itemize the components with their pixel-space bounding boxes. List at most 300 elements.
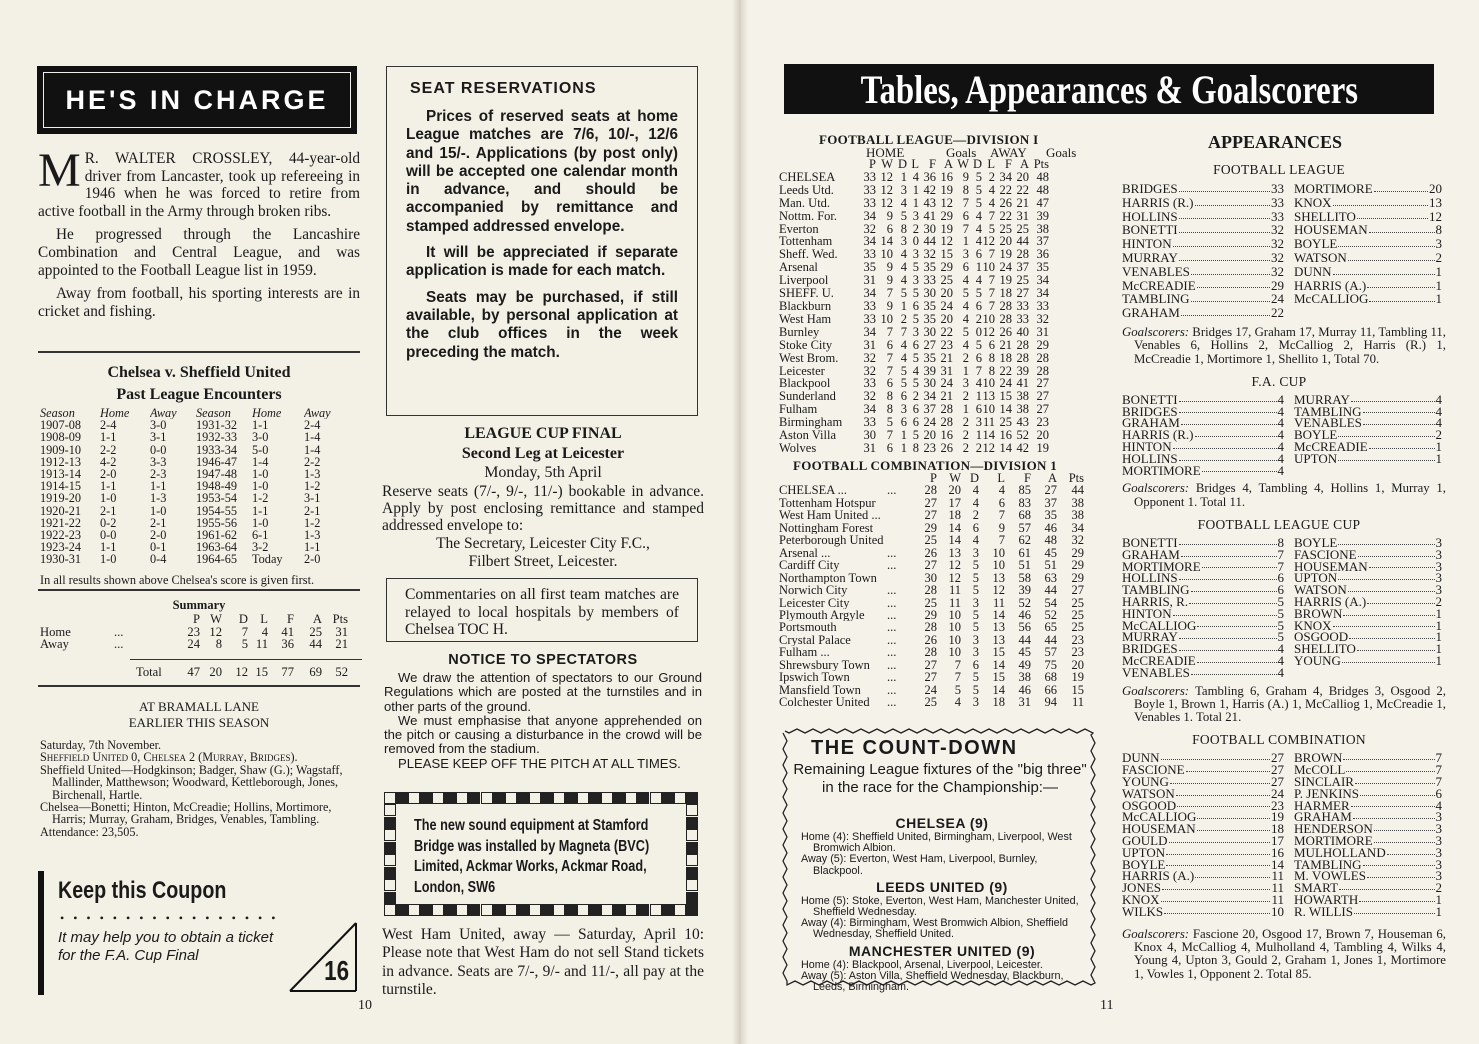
comb-cell: 25 [1071, 608, 1084, 622]
countdown-away: Away (5): Aston Villa, Sheffield Wednesday, Blackburn, Leeds, Birmingham. [801, 969, 1064, 994]
summary-cell: 12 [209, 625, 222, 639]
appearance-row [1294, 655, 1442, 667]
comb-dots: ... [887, 484, 897, 497]
comb-cell: 85 [1018, 484, 1031, 497]
past-cell: 1-4 [252, 455, 269, 469]
comb-dots: ... [887, 608, 897, 622]
past-cell: 1-4 [304, 443, 321, 456]
player-count: 3 [1435, 236, 1442, 252]
summary-header: L [260, 613, 268, 626]
div1-cell: 4 [975, 377, 982, 391]
comb-team: Northampton Town [779, 571, 877, 585]
comb-cell: 29 [924, 608, 937, 622]
div1-cell: 25 [1016, 222, 1029, 236]
div1-cell: 4 [988, 183, 995, 197]
appearance-row [1294, 450, 1442, 466]
goalscorers-text [1122, 685, 1446, 725]
border-block [396, 792, 408, 804]
appearance-row [1122, 462, 1284, 478]
seat-p1: Prices of reserved seats at home League matches are 7/6, 10/-, 12/6 and 15/-. Applications (by post only) will be accepted one calendar month in advance, and should be accompanied by remittance and stamped addressed envelope. [406, 108, 678, 235]
div1-cell: 9 [886, 274, 893, 288]
border-block [384, 829, 396, 841]
player-name: SMART [1294, 880, 1339, 896]
app-columns [1122, 537, 1446, 679]
notice-title: NOTICE TO SPECTATORS [448, 652, 638, 668]
app-col-right [1294, 391, 1442, 477]
past-cell: 1912-13 [40, 455, 81, 469]
div1-header: P [869, 158, 876, 171]
goalscorers-text [1122, 482, 1446, 509]
player-count: 27 [1271, 750, 1284, 766]
div1-cell: 2 [962, 351, 969, 365]
div1-cell: 9 [962, 170, 969, 184]
player-count: 23 [1271, 797, 1284, 813]
player-name: HARRIS (R.) [1122, 194, 1194, 210]
player-count: 1 [1435, 263, 1442, 279]
div1-row [779, 300, 1104, 313]
goalscorers-text [1122, 928, 1446, 981]
summary-table [40, 613, 362, 679]
div1-cell: 48 [1036, 183, 1049, 197]
div1-cell: 25 [999, 416, 1012, 430]
comb-cell: 29 [924, 521, 937, 535]
past-cell: 1-0 [252, 516, 269, 530]
div1-row [779, 339, 1104, 352]
keep-coupon[interactable] [38, 871, 356, 995]
div1-cell: 36 [1036, 248, 1049, 262]
player-count: 3 [1435, 833, 1442, 849]
player-count: 2 [1435, 249, 1442, 265]
player-name: MULHOLLAND [1294, 844, 1386, 860]
past-cell: 1933-34 [196, 443, 237, 456]
past-header-cell: Season [40, 407, 75, 420]
comb-cell: 68 [1044, 671, 1057, 684]
player-name: DUNN [1122, 750, 1160, 766]
comb-dots: ... [887, 671, 897, 684]
border-block [529, 792, 541, 804]
goalscorers-label: Goalscorers: [1122, 683, 1190, 698]
comb-cell: 15 [992, 671, 1005, 684]
player-name: HOUSEMAN [1122, 821, 1196, 837]
past-row [40, 529, 362, 541]
div1-cell: 28 [1016, 351, 1029, 365]
player-name: HOLLINS [1122, 450, 1178, 466]
past-cell: 1963-64 [196, 541, 237, 554]
past-cell: 1954-55 [196, 504, 237, 517]
div1-cell: 2 [975, 441, 982, 455]
div1-cell: 5 [988, 222, 995, 236]
app-col-right [1294, 182, 1442, 320]
cup-body: Reserve seats (7/-, 9/-, 11/-) bookable in advance. Apply by post enclosing remittance and stamped addressed envelope to: [382, 482, 704, 535]
comb-team: West Ham United ... [779, 509, 881, 522]
border-block [601, 792, 613, 804]
player-count: 4 [1277, 641, 1284, 657]
div1-cell: 5 [975, 196, 982, 210]
div1-cell: 48 [1036, 170, 1049, 184]
comb-cell: 57 [1018, 521, 1031, 535]
past-cell: 2-0 [304, 553, 321, 566]
comb-cell: 11 [1071, 696, 1084, 709]
player-name: McCREADIE [1294, 439, 1368, 455]
sound-equipment-ad [384, 792, 698, 916]
div1-cell: 28 [940, 416, 953, 430]
border-block [384, 879, 396, 891]
past-cell: 1-1 [100, 541, 117, 554]
div1-cell: 6 [962, 261, 969, 275]
player-count: 19 [1271, 809, 1284, 825]
player-name: HINTON [1122, 605, 1172, 621]
comb-cell: 3 [972, 596, 979, 609]
div1-cell: 10 [982, 403, 995, 417]
player-name: BONETTI [1122, 535, 1178, 551]
summary-cell: 44 [309, 638, 322, 651]
player-name: SHELLITO [1294, 208, 1356, 224]
border-block [384, 904, 396, 916]
player-name: DUNN [1294, 263, 1332, 279]
div1-cell: 28 [999, 312, 1012, 326]
past-row [40, 480, 362, 492]
border-block [613, 904, 625, 916]
player-name: KNOX [1294, 617, 1332, 633]
div1-cell: 6 [962, 209, 969, 223]
seat-title: SEAT RESERVATIONS [410, 80, 597, 97]
comb-team: Leicester City [779, 596, 850, 609]
past-cell: 4-2 [100, 455, 117, 469]
past-cell: 1948-49 [196, 480, 237, 493]
border-block [686, 817, 698, 829]
div1-cell: 7 [886, 325, 893, 339]
countdown-team-name: LEEDS UNITED (9) [876, 878, 1008, 895]
border-block [553, 792, 565, 804]
div1-cell: 30 [863, 429, 876, 442]
div1-cell: 4 [900, 196, 907, 210]
countdown-away: Away (4): Birmingham, West Bromwich Albion, Sheffield Wednesday, Sheffield United. [801, 917, 1069, 941]
div1-cell: 23 [1036, 416, 1049, 430]
comb-cell: 46 [1018, 608, 1031, 622]
div1-cell: 34 [923, 390, 936, 404]
comb-cell: 28 [924, 484, 937, 497]
seat-p2: It will be appreciated if separate application is made for each match. [406, 244, 678, 280]
comb-team: Fulham ... [779, 646, 830, 659]
app-col-right [1294, 752, 1442, 917]
player-count: 4 [1435, 403, 1442, 419]
div1-cell: 8 [900, 222, 907, 236]
div1-cell: 34 [1036, 274, 1049, 288]
comb-cell: 23 [1071, 633, 1084, 647]
div1-cell: 6 [886, 377, 893, 391]
player-count: 1 [1435, 617, 1442, 633]
division-one-table [779, 158, 1104, 455]
comb-row [779, 522, 1104, 534]
div1-row [779, 390, 1104, 403]
player-name: JONES [1122, 880, 1162, 896]
comb-cell: 28 [924, 584, 937, 597]
div1-cell: 7 [886, 351, 893, 365]
comb-header: W [949, 472, 961, 485]
div1-cell: 10 [880, 312, 893, 326]
border-block [493, 904, 505, 916]
border-block [674, 792, 686, 804]
comb-cell: 13 [948, 546, 961, 560]
div1-team: West Ham [779, 312, 832, 326]
div1-cell: 31 [1016, 209, 1029, 223]
comb-row [779, 597, 1104, 609]
summary-cell: 25 [309, 625, 322, 639]
comb-dots [887, 572, 909, 584]
div1-cell: 3 [962, 377, 969, 391]
div1-cell: 35 [923, 351, 936, 365]
player-name: BRIDGES [1122, 641, 1178, 657]
summary-total-cell: 47 [187, 666, 200, 679]
past-cell: 1920-21 [40, 504, 81, 517]
div1-cell: 33 [1036, 299, 1049, 313]
comb-cell: 5 [972, 671, 979, 684]
div1-cell: 19 [999, 248, 1012, 262]
div1-cell: 37 [923, 403, 936, 417]
notice-p1: We draw the attention of spectators to our Ground Regulations which are posted at the turnstiles and in other parts of the ground. [384, 670, 702, 714]
div1-cell: 12 [940, 235, 953, 249]
past-header-cell: Home [252, 407, 282, 420]
past-cell: 1-0 [100, 492, 117, 505]
div1-team: Arsenal [779, 261, 818, 275]
sheffield-lineup: Sheffield United—Hodgkinson; Badger, Shaw (G.); Wagstaff, Mallinder, Matthewson; Woodward, Kettleborough, Jones, Birchenall, Hartle. [40, 762, 343, 802]
div1-cell: 33 [863, 170, 876, 184]
app-section-title: FOOTBALL LEAGUE CUP [1197, 517, 1361, 533]
div1-cell: 12 [880, 170, 893, 184]
comb-cell: 14 [948, 534, 961, 547]
countdown-home: Home (5): Stoke, Everton, West Ham, Manchester United, Sheffield Wednesday. [801, 894, 1079, 919]
past-cell: 3-1 [304, 492, 321, 505]
past-cell: 1-1 [252, 504, 269, 517]
border-block [384, 892, 396, 904]
comb-cell: 6 [972, 658, 979, 672]
comb-cell: 51 [1018, 559, 1031, 572]
player-name: WATSON [1294, 582, 1347, 598]
summary-title: Summary [172, 598, 226, 612]
div1-cell: 43 [1016, 416, 1029, 430]
div1-team: Aston Villa [779, 429, 837, 442]
spine-gutter [732, 0, 748, 1044]
past-row [40, 468, 362, 480]
div1-cell: 28 [1016, 248, 1029, 262]
div1-header: D [897, 158, 907, 171]
div1-cell: 21 [940, 390, 953, 404]
div1-row [779, 261, 1104, 274]
div1-cell: 37 [1016, 261, 1029, 275]
div1-row [779, 365, 1104, 378]
border-block [662, 792, 674, 804]
player-name: HINTON [1122, 439, 1172, 455]
player-count: 3 [1435, 546, 1442, 562]
div1-cell: 18 [999, 351, 1012, 365]
player-name: UPTON [1122, 844, 1166, 860]
div1-cell: 31 [940, 364, 953, 378]
past-cell: 1907-08 [40, 419, 81, 432]
div1-cell: 4 [900, 261, 907, 275]
player-name: HINTON [1122, 236, 1172, 252]
div1-cell: 5 [912, 312, 919, 326]
player-count: 4 [1277, 391, 1284, 407]
summary-cell: 23 [187, 625, 200, 639]
div1-cell: 5 [975, 183, 982, 197]
summary-cell: 11 [255, 638, 268, 651]
div1-cell: 19 [940, 222, 953, 236]
comb-cell: 54 [1044, 596, 1057, 609]
div1-cell: 33 [863, 183, 876, 197]
commentaries-text: Commentaries on all first team matches are relayed to local hospitals by members of Chelsea TOC H. [405, 586, 679, 638]
goals-label: Goals [946, 145, 977, 160]
comb-cell: 25 [1071, 596, 1084, 609]
div1-cell: 20 [940, 287, 953, 300]
comb-dots: ... [887, 559, 897, 572]
past-row [40, 517, 362, 529]
comb-row [779, 484, 1104, 496]
comb-team: Crystal Palace [779, 633, 851, 647]
div1-cell: 37 [1036, 235, 1049, 249]
summary-header: F [286, 613, 294, 626]
past-cell: 1-0 [150, 504, 167, 517]
div1-cell: 5 [886, 416, 893, 430]
div1-cell: 39 [1016, 364, 1029, 378]
comb-cell: 31 [1018, 696, 1031, 709]
comb-cell: 13 [992, 571, 1005, 585]
div1-header: F [929, 158, 936, 171]
div1-cell: 33 [863, 299, 876, 313]
goalscorers-label: Goalscorers: [1122, 926, 1190, 941]
cup-date: Monday, 5th April [484, 464, 602, 481]
comb-dots: ... [887, 633, 897, 647]
div1-cell: 30 [923, 222, 936, 236]
div1-cell: 33 [863, 248, 876, 262]
player-count: 20 [1429, 181, 1442, 196]
comb-cell: 26 [924, 546, 937, 560]
past-cell: 3-0 [252, 431, 269, 444]
summary-total-cell: 52 [335, 666, 348, 679]
summary-cell: 4 [261, 625, 268, 639]
comb-cell: 27 [924, 496, 937, 510]
summary-total-cell: 20 [209, 666, 222, 679]
div1-cell: 12 [982, 235, 995, 249]
div1-team: Tottenham [779, 235, 833, 249]
div1-cell: 5 [962, 287, 969, 300]
past-cell: 1909-10 [40, 443, 81, 456]
div1-cell: 6 [975, 351, 982, 365]
comb-cell: 27 [1071, 584, 1084, 597]
div1-cell: 28 [940, 403, 953, 417]
div1-title: FOOTBALL LEAGUE—DIVISION I [819, 132, 1039, 147]
div1-cell: 42 [923, 183, 936, 197]
div1-cell: 5 [900, 287, 907, 300]
past-cell: 1-0 [100, 553, 117, 566]
player-name: MORTIMORE [1294, 833, 1373, 849]
div1-cell: 7 [975, 364, 982, 378]
border-block [529, 904, 541, 916]
comb-cell: 29 [1071, 546, 1084, 560]
comb-row [779, 572, 1104, 584]
app-col-left [1122, 391, 1284, 478]
comb-row [779, 646, 1104, 658]
countdown-away: Away (5): Everton, West Ham, Liverpool, Burnley, Blackpool. [801, 853, 1038, 877]
div1-cell: 42 [1016, 441, 1029, 455]
comb-cell: 24 [924, 683, 937, 697]
comb-cell: 12 [948, 571, 961, 585]
bramall-heading [38, 699, 360, 731]
border-block [444, 904, 456, 916]
div1-cell: 2 [975, 312, 982, 326]
count-down-box [781, 727, 1099, 994]
comb-cell: 15 [992, 646, 1005, 659]
border-block [432, 792, 444, 804]
div1-cell: 19 [940, 183, 953, 197]
div1-cell: 22 [1016, 183, 1029, 197]
border-block [637, 904, 649, 916]
div1-header: D [972, 158, 982, 171]
div1-cell: 22 [999, 183, 1012, 197]
border-block [686, 842, 698, 854]
div1-header-row [779, 158, 1104, 171]
comb-cell: 25 [924, 534, 937, 547]
div1-cell: 4 [912, 364, 919, 378]
comb-cell: 45 [1018, 646, 1031, 659]
comb-cell: 63 [1044, 571, 1057, 585]
comb-cell: 28 [924, 621, 937, 634]
div1-cell: 24 [923, 416, 936, 430]
player-name: GRAHAM [1122, 546, 1180, 562]
player-count: 8 [1435, 222, 1442, 238]
attendance: Attendance: 23,505. [40, 824, 139, 839]
appearance-row [1294, 223, 1442, 237]
comb-cell: 18 [992, 696, 1005, 709]
player-name: BOYLE [1122, 856, 1166, 872]
div1-cell: 1 [900, 170, 907, 184]
player-count: 4 [1435, 797, 1442, 813]
div1-cell: 1 [912, 196, 919, 210]
player-name: TAMBLING [1122, 582, 1190, 598]
summary-total-row [40, 666, 362, 679]
hes-in-charge-banner [37, 66, 357, 134]
div1-cell: 31 [863, 274, 876, 288]
border-block [384, 804, 396, 816]
border-block [468, 792, 480, 804]
comb-cell: 9 [998, 521, 1005, 535]
appearance-row [1294, 265, 1442, 279]
comb-cell: 44 [1044, 633, 1057, 647]
div1-cell: 34 [863, 287, 876, 300]
border-block [541, 904, 553, 916]
player-count: 32 [1271, 249, 1284, 265]
comb-dots: ... [887, 596, 897, 609]
countdown-home: Home (4): Blackpool, Arsenal, Liverpool, Leicester. [801, 958, 1043, 971]
div1-cell: 4 [975, 209, 982, 223]
comb-cell: 25 [924, 696, 937, 709]
player-count: 11 [1271, 880, 1284, 896]
div1-cell: 23 [923, 441, 936, 455]
player-name: R. WILLIS [1294, 903, 1353, 919]
div1-team: West Brom. [779, 351, 839, 365]
player-count: 24 [1271, 291, 1284, 307]
comb-row [779, 659, 1104, 671]
comb-row [779, 509, 1104, 521]
west-ham-note: West Ham United, away — Saturday, April 10: Please note that West Ham do not sell Stand tickets in advance. Seats are 7/-, 9/- and 11/-, all pay at the turnstile. [382, 926, 704, 998]
comb-cell: 10 [992, 559, 1005, 572]
summary-label: Away [40, 638, 69, 651]
player-count: 2 [1435, 427, 1442, 443]
comb-team: Nottingham Forest [779, 521, 874, 535]
summary-cell: 5 [241, 638, 248, 651]
comb-cell: 20 [948, 484, 961, 497]
player-count: 5 [1277, 629, 1284, 645]
border-block [601, 904, 613, 916]
